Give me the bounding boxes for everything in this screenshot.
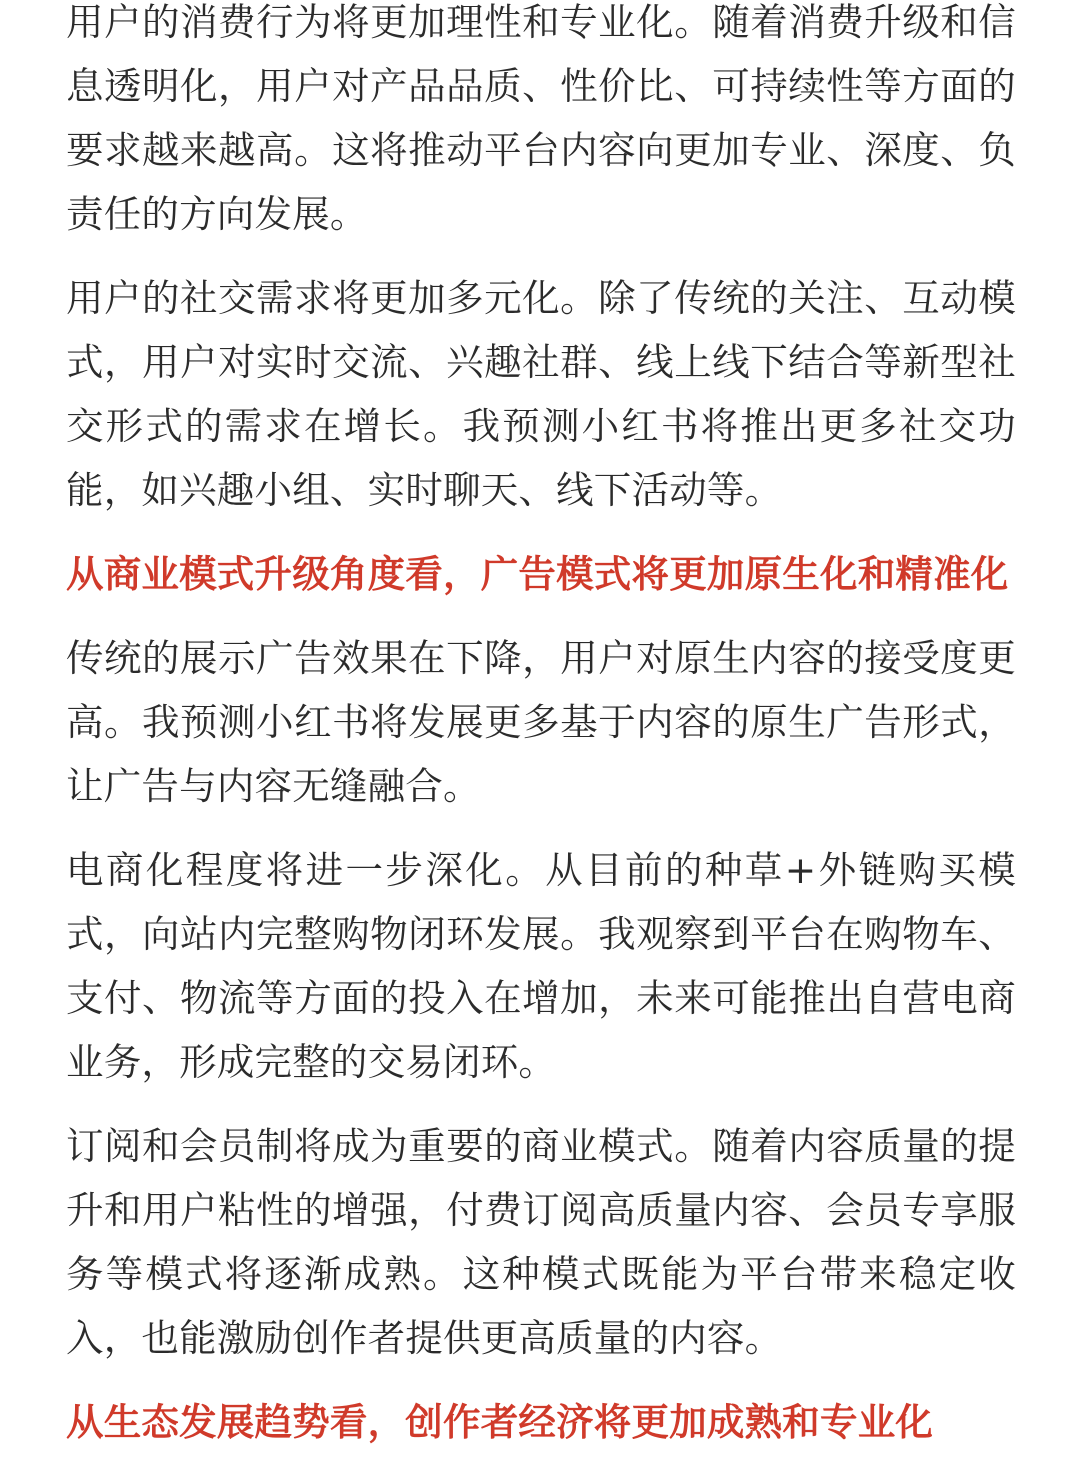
section-heading-ecosystem: 从生态发展趋势看，创作者经济将更加成熟和专业化	[66, 1400, 934, 1444]
paragraph-ecommerce: 电商化程度将进一步深化。从目前的种草+外链购买模式，向站内完整购物闭环发展。我观察到平台在购物车、支付、物流等方面的投入在增加，未来可能推出自营电商业务，形成完整的交易闭环。	[66, 848, 1016, 1084]
section-heading-business-model: 从商业模式升级角度看，广告模式将更加原生化和精准化	[66, 552, 1009, 596]
paragraph-social-needs: 用户的社交需求将更加多元化。除了传统的关注、互动模式，用户对实时交流、兴趣社群、线上线下结合等新型社交形式的需求在增长。我预测小红书将推出更多社交功能，如兴趣小组、实时聊天、线下活动等。	[66, 276, 1016, 512]
article-body	[66, 0, 1016, 1474]
paragraph-subscription: 订阅和会员制将成为重要的商业模式。随着内容质量的提升和用户粘性的增强，付费订阅高质量内容、会员专享服务等模式将逐渐成熟。这种模式既能为平台带来稳定收入，也能激励创作者提供更高质量的内容。	[66, 1124, 1016, 1360]
paragraph-consumer-behavior: 用户的消费行为将更加理性和专业化。随着消费升级和信息透明化，用户对产品品质、性价比、可持续性等方面的要求越来越高。这将推动平台内容向更加专业、深度、负责任的方向发展。	[66, 0, 1016, 236]
paragraph-native-ads: 传统的展示广告效果在下降，用户对原生内容的接受度更高。我预测小红书将发展更多基于内容的原生广告形式，让广告与内容无缝融合。	[66, 636, 1016, 808]
